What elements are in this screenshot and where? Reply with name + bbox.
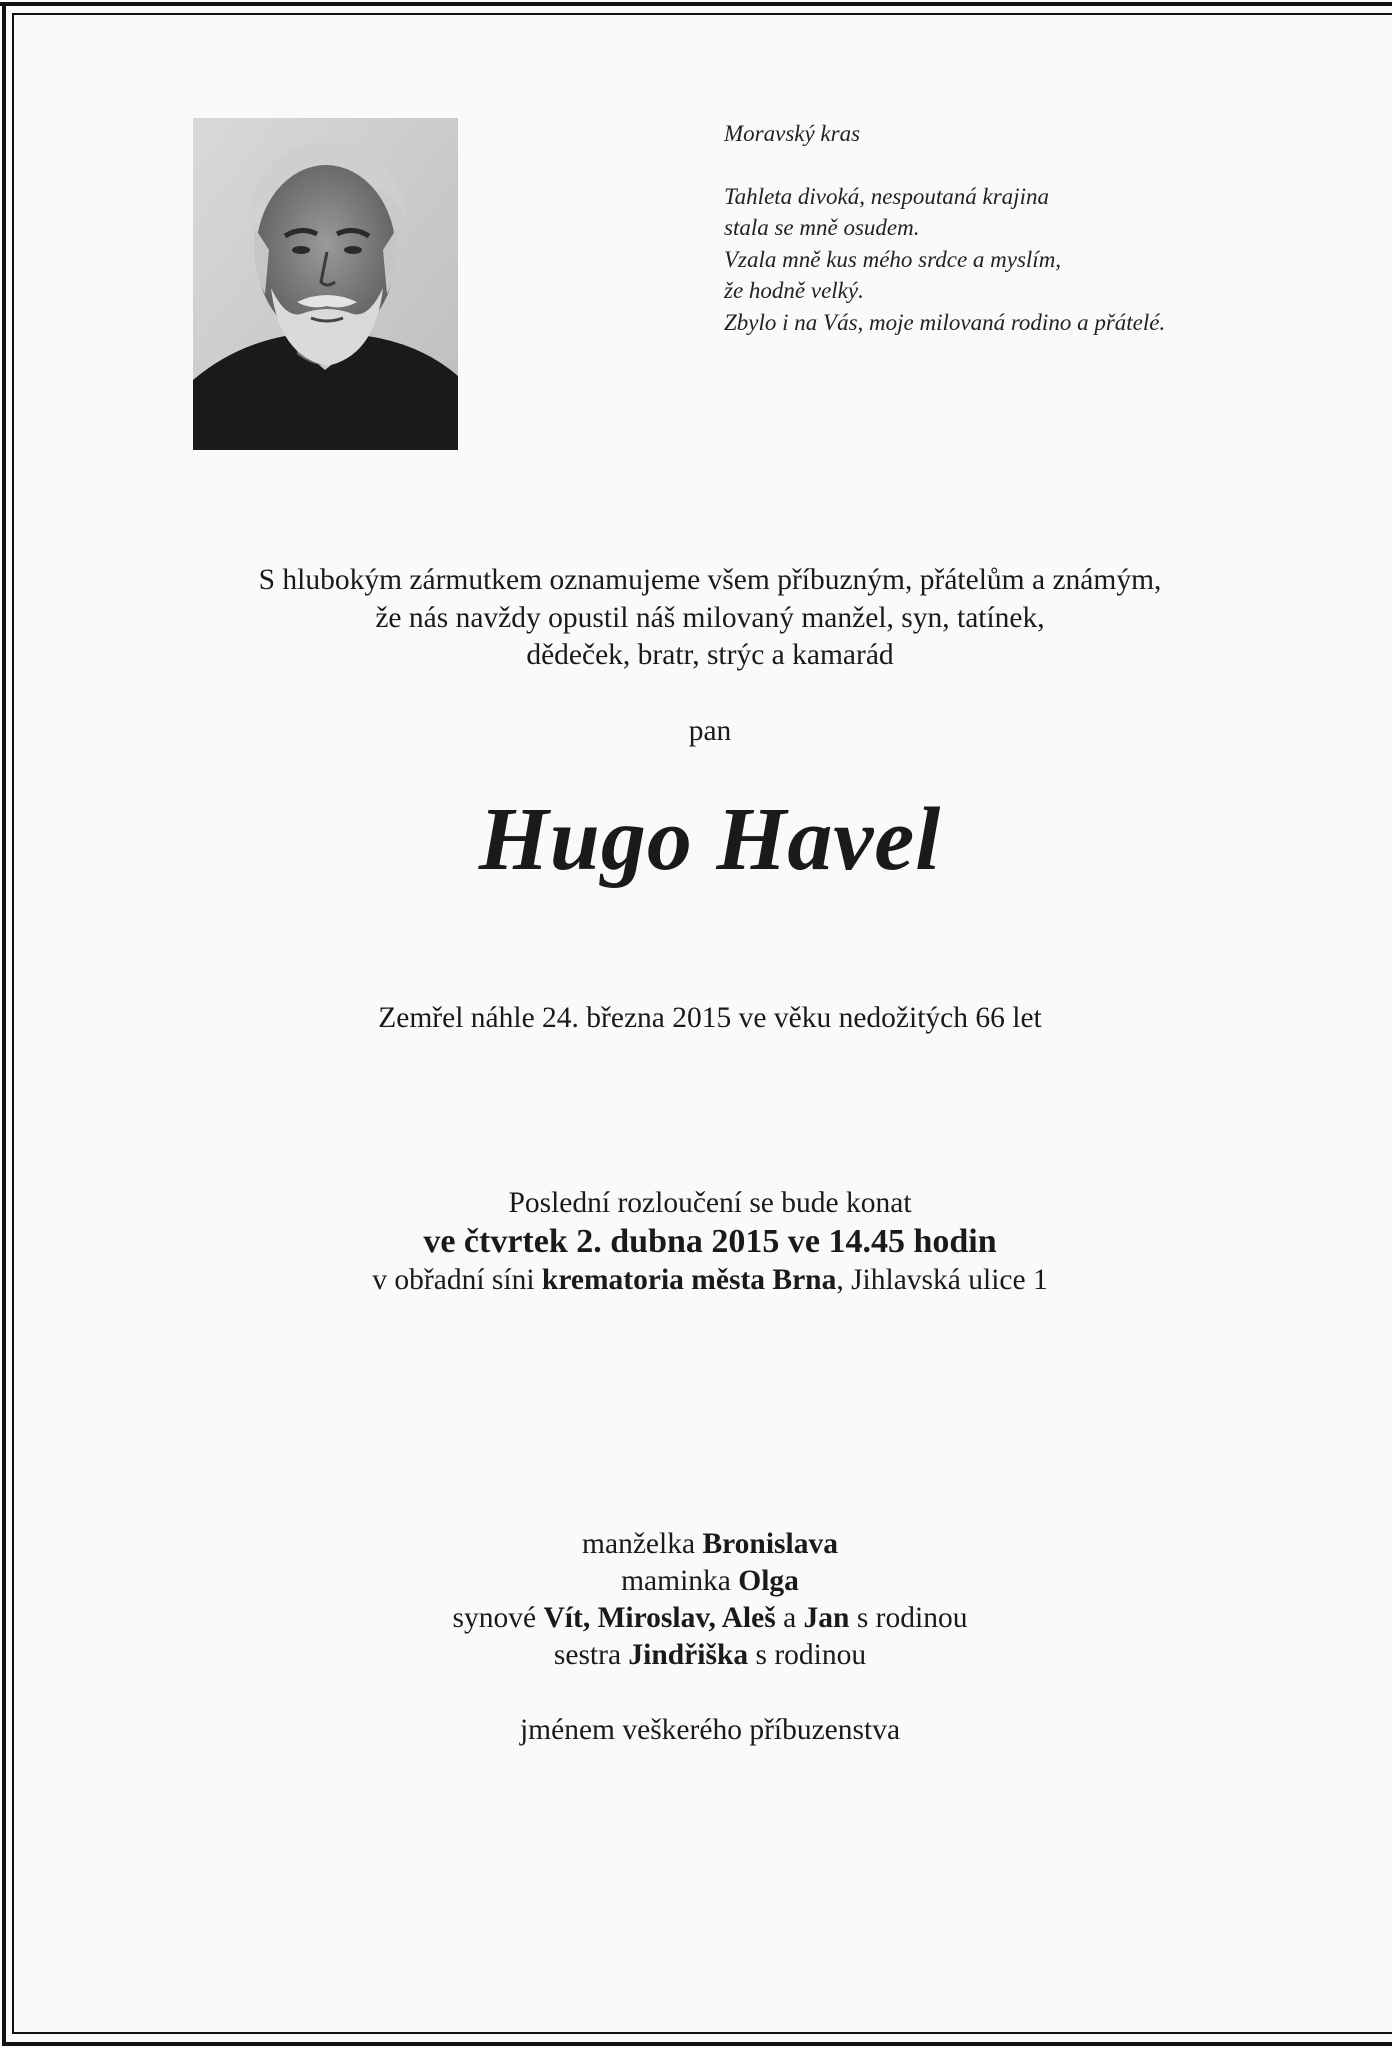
family-mother (0, 1563, 1392, 1600)
poem-line: stala se mně osudem. (724, 215, 920, 240)
funeral-datetime: ve čtvrtek 2. dubna 2015 ve 14.45 hodin (423, 1223, 997, 1260)
announcement-line: dědeček, bratr, strýc a kamarád (526, 639, 894, 671)
family-wife (0, 1526, 1392, 1563)
funeral-place-prefix: v obřadní síni (372, 1264, 542, 1296)
salutation: pan (688, 715, 732, 747)
funeral-details (0, 1185, 1392, 1299)
funeral-place (0, 1262, 1392, 1299)
wife-label: manželka (582, 1528, 703, 1560)
name-separator: a (775, 1602, 804, 1634)
sister-suffix: s rodinou (748, 1639, 867, 1671)
announcement-line: S hlubokým zármutkem oznamujeme všem příbuzným, přátelům a známým, (258, 564, 1162, 596)
sister-name: Jindřiška (628, 1639, 749, 1671)
family-signatures (0, 1526, 1392, 1674)
portrait-illustration (193, 118, 458, 450)
sons-suffix: s rodinou (849, 1602, 968, 1634)
mother-label: maminka (621, 1565, 739, 1597)
announcement-text (0, 562, 1392, 675)
poem-line: Zbylo i na Vás, moje milovaná rodino a přátelé. (724, 309, 1166, 335)
frame-top-outer-line (0, 2, 1392, 6)
son-name: Vít (543, 1602, 583, 1634)
sons-label: synové (452, 1602, 544, 1634)
wife-name: Bronislava (702, 1528, 838, 1560)
son-name: Aleš (721, 1602, 776, 1634)
poem-line: Tahleta divoká, nespoutaná krajina (724, 183, 1049, 209)
name-separator: , (708, 1602, 722, 1634)
poem (724, 118, 1324, 338)
deceased-name: Hugo Havel (478, 790, 942, 889)
poem-line: Vzala mně kus mého srdce a myslím, (724, 246, 1062, 272)
poem-title: Moravský kras (724, 121, 861, 146)
funeral-place-suffix: , Jihlavská ulice 1 (836, 1264, 1048, 1296)
announcement-line: že nás navždy opustil náš milovaný manžel, syn, tatínek, (375, 601, 1045, 634)
frame-bottom-outer-line (2, 2042, 1392, 2046)
name-separator: , (582, 1602, 598, 1634)
on-behalf-of-relatives: jménem veškerého příbuzenstva (519, 1714, 901, 1746)
family-sister (0, 1637, 1392, 1674)
sister-label: sestra (553, 1639, 629, 1671)
frame-top-inner-line (12, 13, 1392, 15)
poem-line: že hodně velký. (724, 278, 864, 303)
mother-name: Olga (738, 1565, 799, 1597)
death-notice: Zemřel náhle 24. března 2015 ve věku nedožitých 66 let (378, 1002, 1042, 1034)
portrait-photo (193, 118, 458, 450)
funeral-intro: Poslední rozloučení se bude konat (508, 1187, 912, 1219)
frame-bottom-inner-line (12, 2032, 1392, 2034)
family-sons (0, 1600, 1392, 1637)
son-name: Miroslav (597, 1602, 709, 1634)
son-name: Jan (803, 1602, 850, 1634)
funeral-place-name: krematoria města Brna (541, 1264, 837, 1296)
